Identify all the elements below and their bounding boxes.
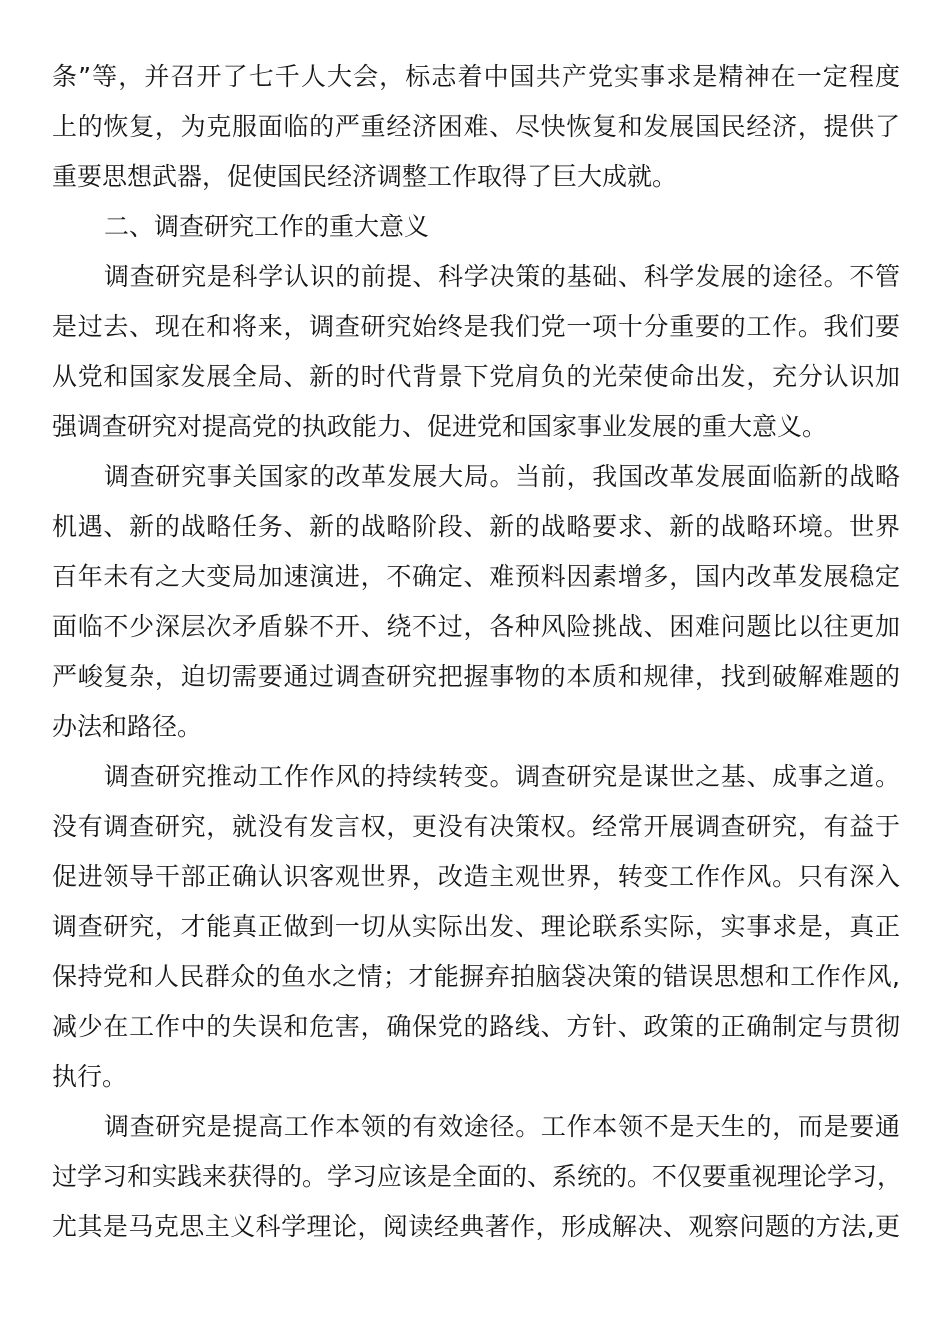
text-line: 条”等，并召开了七千人大会，标志着中国共产党实事求是精神在一定程度 [52, 62, 900, 91]
text-line: 办法和路径。 [52, 712, 203, 741]
text-line: 机遇、新的战略任务、新的战略阶段、新的战略要求、新的战略环境。世界 [52, 512, 900, 541]
text-line: 重要思想武器，促使国民经济调整工作取得了巨大成就。 [52, 162, 678, 191]
text-line: 减少在工作中的失误和危害，确保党的路线、方针、政策的正确制定与贯彻 [52, 1012, 900, 1041]
text-line: 是过去、现在和将来，调查研究始终是我们党一项十分重要的工作。我们要 [52, 312, 900, 341]
section-heading-text: 二、调查研究工作的重大意义 [104, 212, 430, 241]
text-line: 没有调查研究，就没有发言权，更没有决策权。经常开展调查研究，有益于 [52, 812, 900, 841]
paragraph-reform [52, 452, 900, 752]
text-line: 调查研究是提高工作本领的有效途径。工作本领不是天生的，而是要通 [104, 1112, 900, 1141]
document-page [52, 52, 903, 1252]
text-line: 百年未有之大变局加速演进，不确定、难预料因素增多，国内改革发展稳定 [52, 562, 900, 591]
text-line: 尤其是马克思主义科学理论，阅读经典著作，形成解决、观察问题的方法,更 [52, 1212, 900, 1241]
paragraph-skills [52, 1102, 903, 1252]
text-line: 过学习和实践来获得的。学习应该是全面的、系统的。不仅要重视理论学习， [52, 1162, 903, 1191]
text-line: 促进领导干部正确认识客观世界，改造主观世界，转变工作作风。只有深入 [52, 862, 900, 891]
text-line: 调查研究推动工作作风的持续转变。调查研究是谋世之基、成事之道。 [104, 762, 900, 791]
text-line: 执行。 [52, 1062, 128, 1091]
text-line: 面临不少深层次矛盾躲不开、绕不过，各种风险挑战、困难问题比以往更加 [52, 612, 900, 641]
text-line: 从党和国家发展全局、新的时代背景下党肩负的光荣使命出发，充分认识加 [52, 362, 900, 391]
text-line: 调查研究，才能真正做到一切从实际出发、理论联系实际，实事求是，真正 [52, 912, 900, 941]
text-line: 调查研究事关国家的改革发展大局。当前，我国改革发展面临新的战略 [104, 462, 900, 491]
text-line: 保持党和人民群众的鱼水之情；才能摒弃拍脑袋决策的错误思想和工作作风, [52, 962, 900, 991]
text-line: 强调查研究对提高党的执政能力、促进党和国家事业发展的重大意义。 [52, 412, 828, 441]
text-line: 严峻复杂，迫切需要通过调查研究把握事物的本质和规律，找到破解难题的 [52, 662, 900, 691]
section-heading [52, 202, 900, 252]
paragraph-continuation [52, 52, 900, 202]
paragraph-work-style [52, 752, 900, 1102]
text-line: 调查研究是科学认识的前提、科学决策的基础、科学发展的途径。不管 [104, 262, 900, 291]
paragraph-significance [52, 252, 900, 452]
text-line: 上的恢复，为克服面临的严重经济困难、尽快恢复和发展国民经济，提供了 [52, 112, 900, 141]
